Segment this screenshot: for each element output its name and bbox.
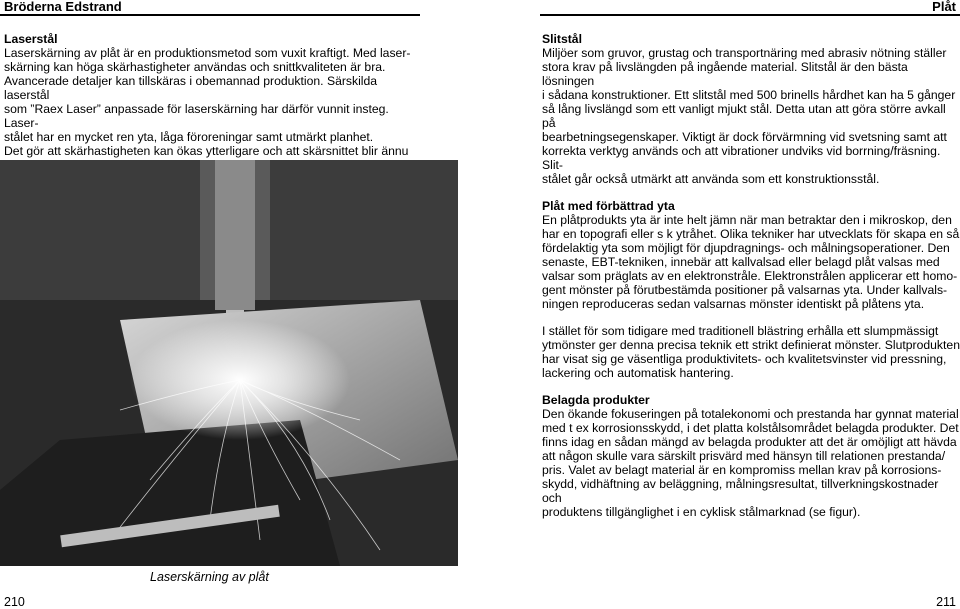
page-number-right: 211 <box>936 595 956 609</box>
photo-caption: Laserskärning av plåt <box>150 570 269 584</box>
page-number-left: 210 <box>4 595 25 609</box>
laserstal-text: Laserskärning av plåt är en produktionsmetod som vuxit kraftigt. Med laser- skärning kan höga skärhastigheter användas och snittkvaliteten är bra. Avancerade detaljer kan tillskäras i obemannad produktion. Särskilda laserstål som ”Raex Laser” anpassade för laserskärning har därför vunnit insteg. Laser- stålet har en mycket ren yta, låga föroreningar samt utmärkt planhet. Det gör att skärhastigheten kan ökas ytterligare och att skärsnittet blir ännu <box>4 46 411 158</box>
slitstal-text: Miljöer som gruvor, grustag och transportnäring med abrasiv nötning ställer stora krav på livslängden på ingående material. Slitstål är den bästa lösningen i sådana konstruktioner. Ett slitstål med 500 brinells hårdhet kan ha 5 gånger så lång livslängd som ett vanligt mjukt stål. Detta utan att göra större avkall på bearbetningsegenskaper. Viktigt är dock förvärmning vid svetsning samt att korrekta verktyg används och att vibrationer undviks vid borrning/fräsning. Slit- stålet går också utmärkt att använda som ett konstruktionsstål. <box>542 46 956 186</box>
laser-cutting-photo <box>0 160 458 566</box>
belagda-produkter-heading: Belagda produkter <box>542 393 650 407</box>
section-ytmonster <box>542 324 960 380</box>
right-column <box>542 32 960 519</box>
header-right-title: Plåt <box>932 0 956 14</box>
section-belagda-produkter <box>542 393 960 519</box>
belagda-produkter-text: Den ökande fokuseringen på totalekonomi och prestanda har gynnat material med t ex korrosionsskydd, i det platta kolstålsområdet belagda produkter. Det finns idag en sådan mängd av belagda produkter att det är omöjligt att hävda att någon skulle vara särskilt prisvärd med hänsyn till relationen prestanda/ pris. Valet av belagt material är en kompromiss mellan krav på korrosions- skydd, vidhäftning av beläggning, målningsresultat, tillverkningskostnader och produktens tillgänglighet i en cyklisk stålmarknad (se figur). <box>542 407 959 519</box>
section-slitstal <box>542 32 960 186</box>
laser-cutting-image <box>0 160 458 566</box>
header-rule-left <box>0 14 420 16</box>
forbattrad-yta-text: En plåtprodukts yta är inte helt jämn när man betraktar den i mikroskop, den har en topografi eller s k ytråhet. Olika tekniker har utvecklats för skapa en så fördelaktig yta som möjligt för djupdragnings- och målningsoperationer. Den senaste, EBT-tekniken, innebär att kallvalsad eller belagd plåt valsas med valsar som präglats av en elektronstråle. Elektronstrålen applicerar ett homo- gent mönster på förutbestämda positioner på valsarnas yta. Under kallvals- ningen reproduceras sedan valsarnas mönster identiskt på plåtens yta. <box>542 213 960 311</box>
forbattrad-yta-heading: Plåt med förbättrad yta <box>542 199 675 213</box>
slitstal-heading: Slitstål <box>542 32 582 46</box>
header-left-title: Bröderna Edstrand <box>4 0 122 14</box>
ytmonster-text: I stället för som tidigare med traditionell blästring erhålla ett slumpmässigt ytmönster ger denna precisa teknik ett strikt definierat mönster. Slutprodukten har visat sig ge väsentliga produktivitets- och kvalitetsvinster vid pressning, lackering och automatisk hantering. <box>542 324 960 380</box>
section-forbattrad-yta <box>542 199 960 311</box>
header-rule-right <box>540 14 960 16</box>
laserstal-heading: Laserstål <box>4 32 58 46</box>
